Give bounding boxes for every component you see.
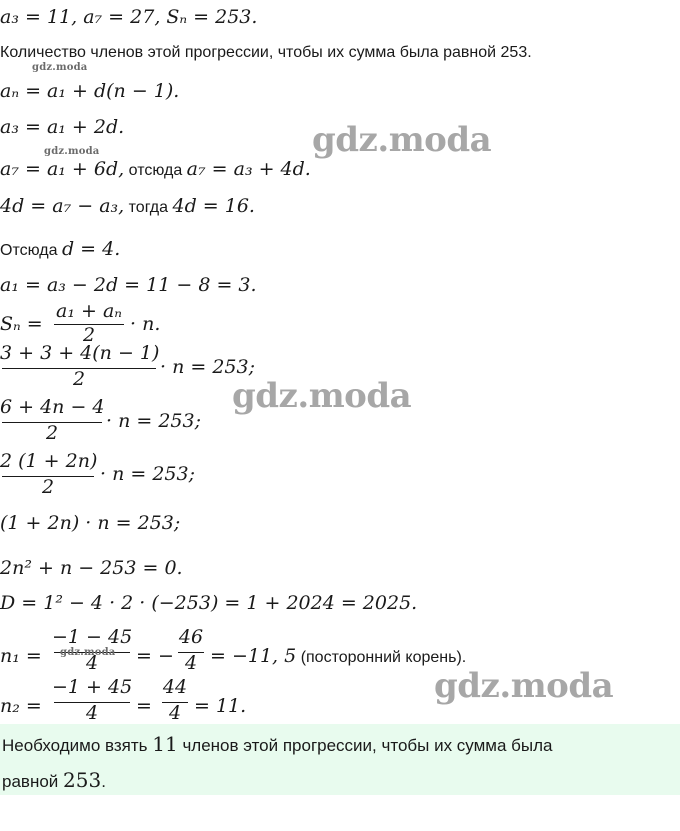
watermark-small: gdz.moda	[44, 146, 100, 157]
n1-numerator-2: 46	[178, 626, 204, 648]
sn-lhs: Sₙ =	[0, 313, 43, 335]
step4-equation: (1 + 2n) · n = 253;	[0, 512, 181, 534]
n1-denominator-1: 4	[85, 652, 99, 674]
n2-tail: = 11.	[194, 695, 247, 717]
n1-note: (посторонний корень).	[300, 649, 467, 666]
n1-result-line	[210, 645, 466, 667]
problem-question: Количество членов этой прогрессии, чтобы их сумма была равной 253.	[0, 44, 532, 61]
n1-lhs: n₁ =	[0, 645, 42, 667]
n2-fraction-1	[52, 676, 132, 724]
step5-quadratic: 2n² + n − 253 = 0.	[0, 557, 183, 579]
word-hence: отсюда	[128, 162, 183, 179]
step2-fraction	[0, 396, 104, 444]
step1-denominator: 2	[72, 368, 86, 390]
formula-a3: a₃ = a₁ + 2d.	[0, 116, 125, 138]
eq-a1: a₁ = a₃ − 2d = 11 − 8 = 3.	[0, 274, 257, 296]
eq-4d-pre: 4d = a₇ − a₃,	[0, 195, 125, 217]
sn-tail: · n.	[130, 313, 161, 335]
n2-fraction-2	[160, 676, 190, 724]
step2-numerator: 6 + 4n − 4	[0, 396, 105, 418]
n2-denominator-2: 4	[168, 702, 182, 724]
answer-text-3: равной	[2, 772, 59, 791]
n2-middle: =	[136, 695, 152, 717]
watermark-big: gdz.moda	[434, 666, 614, 706]
sn-numerator: a₁ + aₙ	[56, 300, 122, 322]
step3-numerator: 2 (1 + 2n)	[0, 450, 98, 472]
step3-fraction	[0, 450, 96, 498]
word-hence-2: Отсюда	[0, 242, 58, 259]
step1-numerator: 3 + 3 + 4(n − 1)	[0, 342, 160, 364]
n1-fraction-2	[176, 626, 206, 674]
n1-middle: = −	[136, 645, 174, 667]
given-values: a₃ = 11, a₇ = 27, Sₙ = 253.	[0, 6, 258, 28]
formula-general-term: aₙ = a₁ + d(n − 1).	[0, 80, 180, 102]
answer-box	[0, 724, 680, 795]
answer-line-1	[2, 732, 553, 756]
answer-count: 11	[152, 732, 178, 756]
eq-d: d = 4.	[61, 238, 121, 260]
n1-numerator-1: −1 − 45	[52, 626, 133, 648]
n2-lhs: n₂ =	[0, 695, 42, 717]
answer-sum: 253	[63, 768, 102, 792]
step2-denominator: 2	[45, 422, 59, 444]
answer-text-1: Необходимо взять	[2, 736, 148, 755]
sn-denominator: 2	[82, 324, 96, 346]
step1-fraction	[0, 342, 158, 390]
watermark-small: gdz.moda	[32, 62, 88, 73]
formula-a7-line	[0, 158, 311, 180]
formula-a7-pre: a₇ = a₁ + 6d,	[0, 158, 125, 180]
word-then: тогда	[128, 199, 169, 216]
step2-tail: · n = 253;	[106, 410, 201, 432]
n2-denominator-1: 4	[85, 702, 99, 724]
answer-line-2	[2, 768, 106, 792]
answer-period: .	[101, 772, 106, 791]
step3-denominator: 2	[41, 476, 55, 498]
discriminant: D = 1² − 4 · 2 · (−253) = 1 + 2024 = 2025.	[0, 592, 418, 614]
eq-4d-post: 4d = 16.	[172, 195, 255, 217]
step1-tail: · n = 253;	[160, 356, 255, 378]
sn-fraction	[52, 300, 126, 346]
watermark-big: gdz.moda	[232, 376, 412, 416]
n2-numerator-2: 44	[162, 676, 188, 698]
eq-4d-line	[0, 195, 255, 217]
n1-denominator-2: 4	[184, 652, 198, 674]
n1-tail: = −11, 5	[210, 645, 297, 667]
watermark-big: gdz.moda	[312, 120, 492, 160]
step3-tail: · n = 253;	[100, 463, 195, 485]
watermark-small: gdz.moda	[60, 647, 116, 658]
n2-numerator-1: −1 + 45	[52, 676, 133, 698]
formula-a7-post: a₇ = a₃ + 4d.	[186, 158, 311, 180]
answer-text-2: членов этой прогрессии, чтобы их сумма была	[182, 736, 553, 755]
eq-d-line	[0, 238, 120, 260]
